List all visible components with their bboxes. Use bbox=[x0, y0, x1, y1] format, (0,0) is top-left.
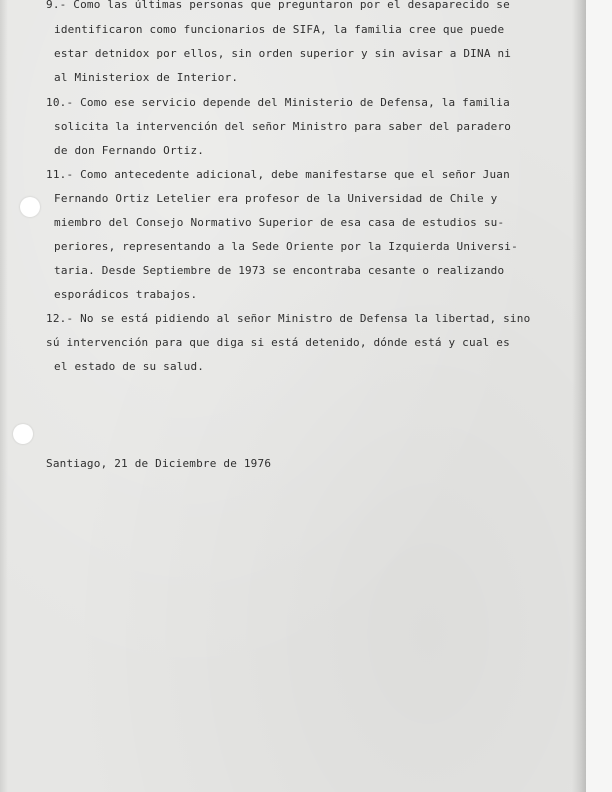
paragraph-9-line: al Ministeriox de Interior. bbox=[54, 71, 239, 84]
paragraph-9-line: 9.- Como las últimas personas que preguntaron por el desaparecido se bbox=[46, 0, 510, 11]
paragraph-10-line: de don Fernando Ortiz. bbox=[54, 144, 205, 157]
paragraph-10-line: 10.- Como ese servicio depende del Ministerio de Defensa, la familia bbox=[46, 96, 510, 109]
paragraph-12-line: el estado de su salud. bbox=[54, 360, 205, 373]
paragraph-11-line: periores, representando a la Sede Oriente por la Izquierda Universi- bbox=[54, 240, 518, 253]
paragraph-11-line: esporádicos trabajos. bbox=[54, 288, 198, 301]
paragraph-11-line: 11.- Como antecedente adicional, debe manifestarse que el señor Juan bbox=[46, 168, 510, 181]
paragraph-11-line: miembro del Consejo Normativo Superior de esa casa de estudios su- bbox=[54, 216, 505, 229]
paragraph-11-line: taria. Desde Septiembre de 1973 se encontraba cesante o realizando bbox=[54, 264, 505, 277]
paragraph-10-line: solicita la intervención del señor Ministro para saber del paradero bbox=[54, 120, 512, 133]
paragraph-9-line: identificaron como funcionarios de SIFA, la familia cree que puede bbox=[54, 23, 505, 36]
paragraph-11-line: Fernando Ortiz Letelier era profesor de la Universidad de Chile y bbox=[54, 192, 498, 205]
closing-date-line: Santiago, 21 de Diciembre de 1976 bbox=[46, 457, 272, 470]
paragraph-12-line: 12.- No se está pidiendo al señor Ministro de Defensa la libertad, sino bbox=[46, 312, 531, 325]
paragraph-9-line: estar detnidox por ellos, sin orden superior y sin avisar a DINA ni bbox=[54, 47, 512, 60]
paragraph-12-line: sú intervención para que diga si está detenido, dónde está y cual es bbox=[46, 336, 510, 349]
